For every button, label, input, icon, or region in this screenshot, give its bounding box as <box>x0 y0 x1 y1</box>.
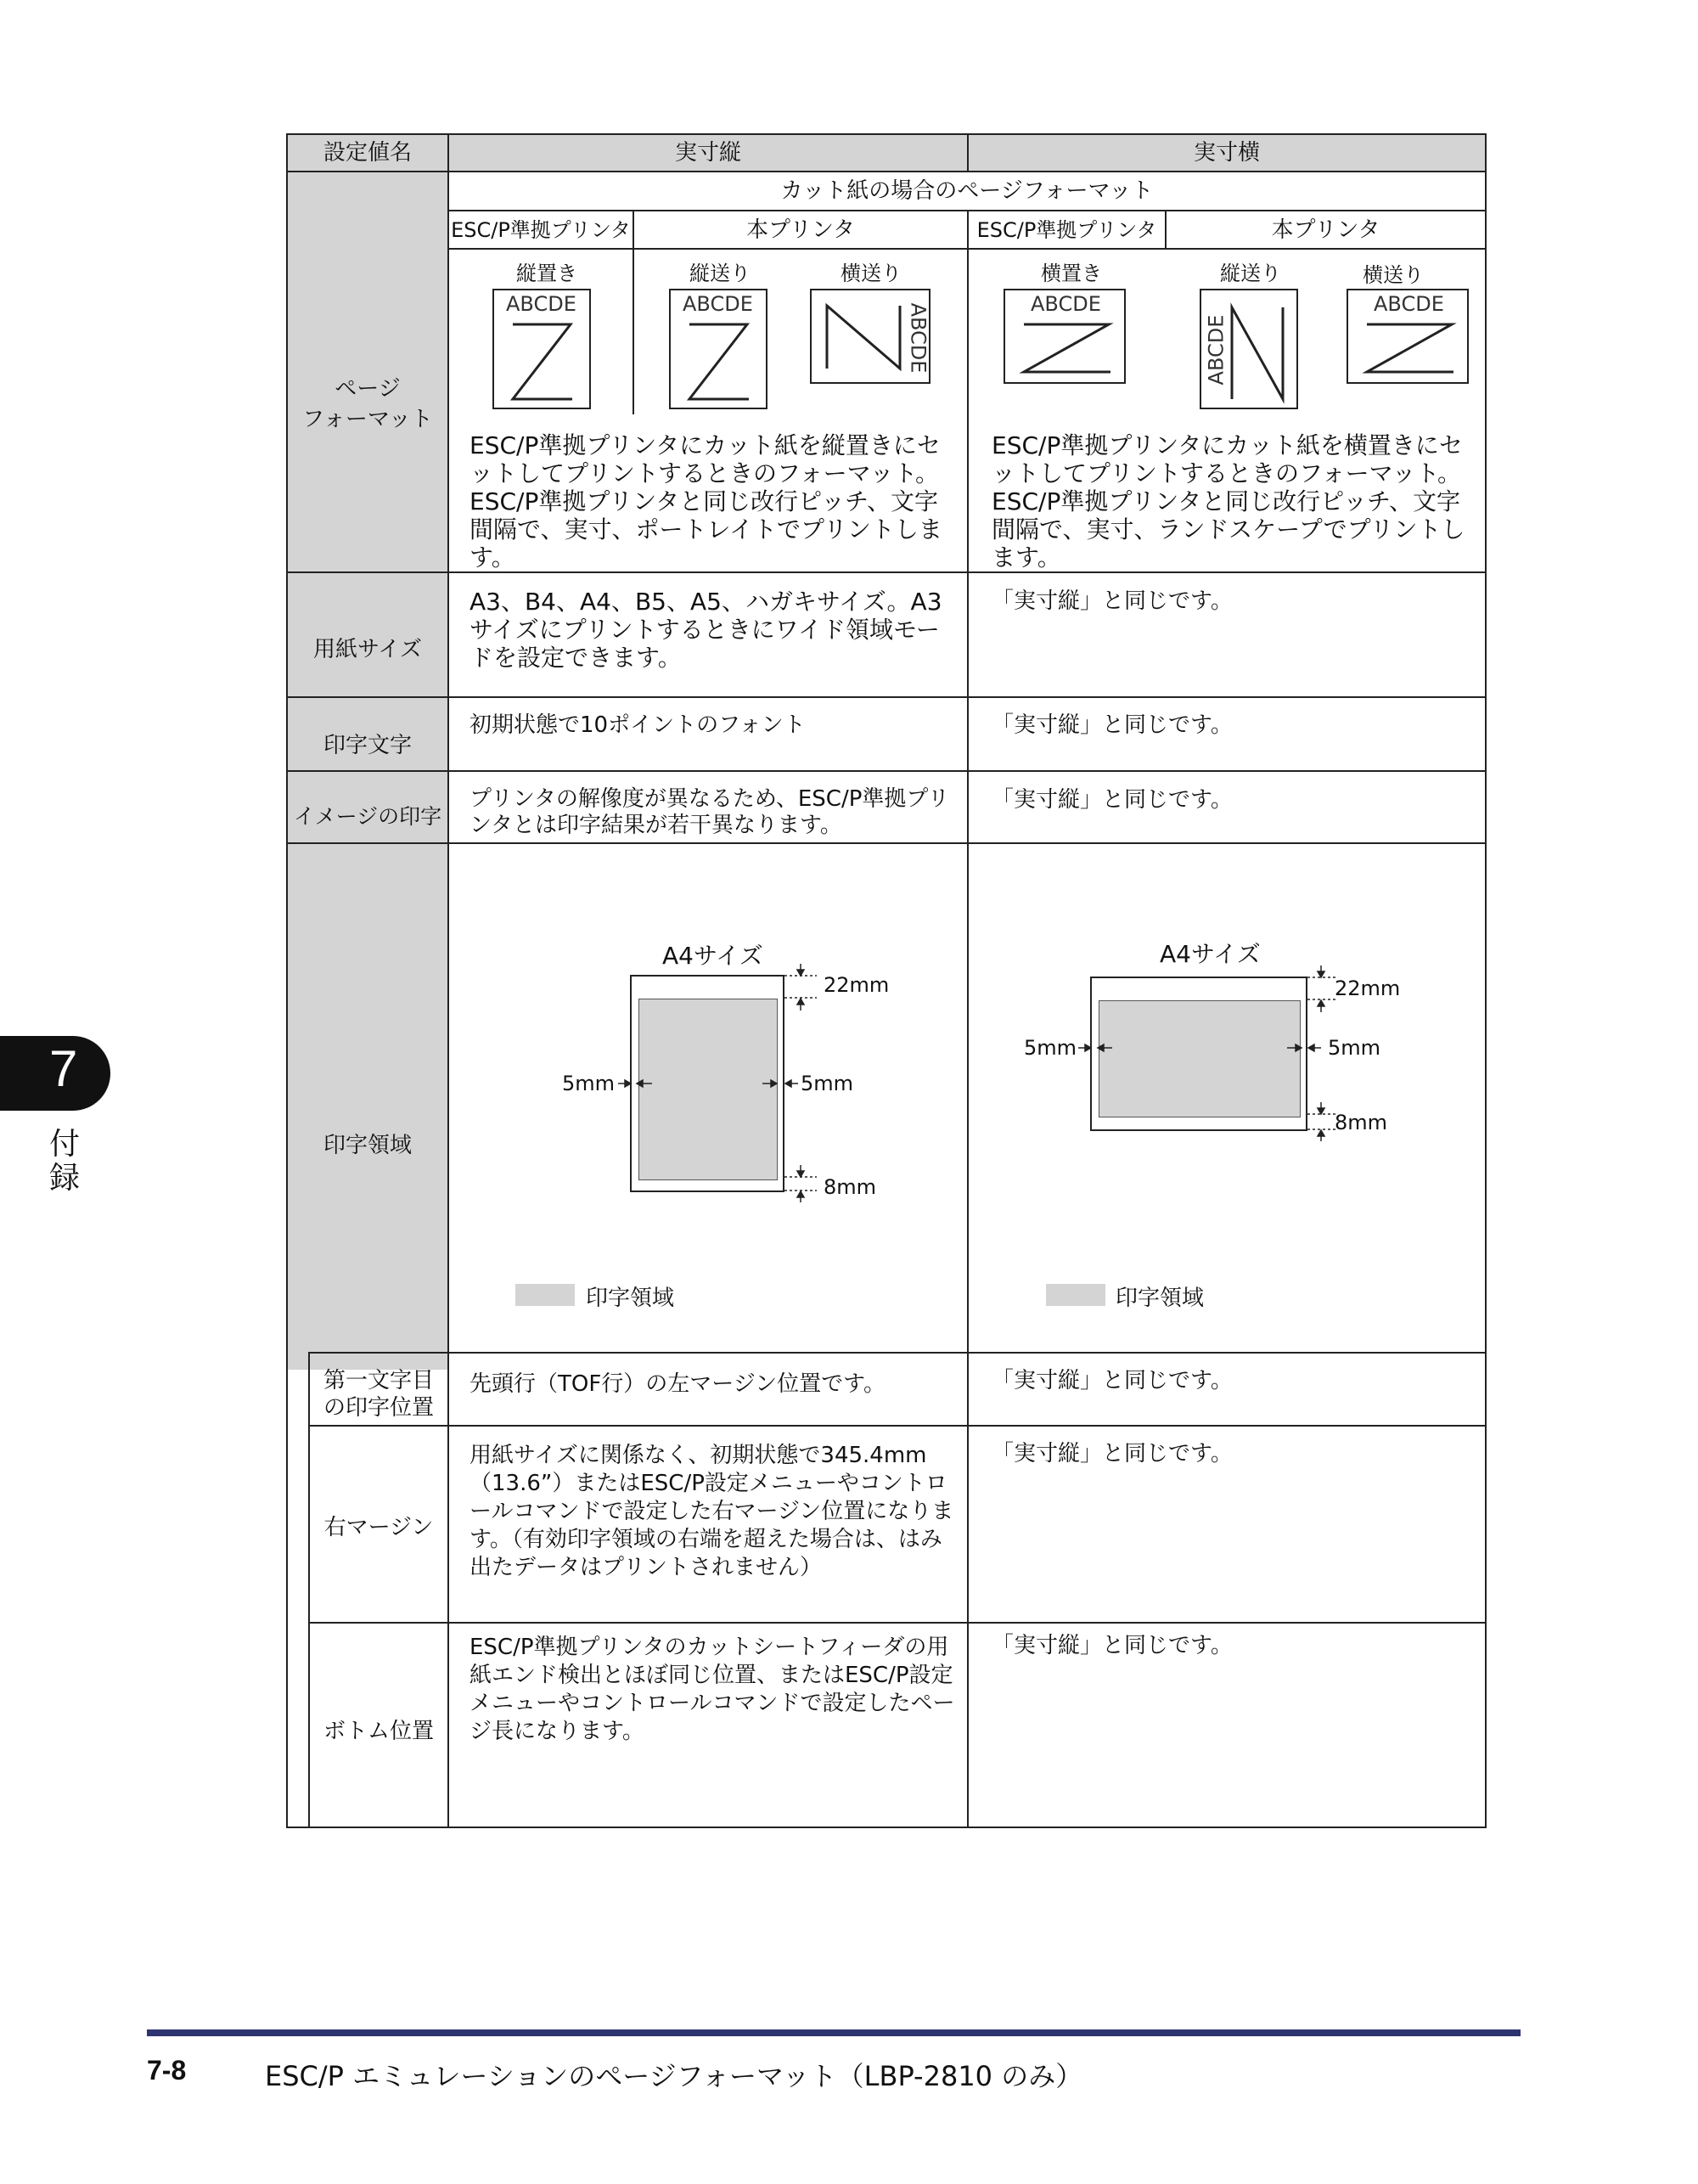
subheader-this-landscape: 本プリンタ <box>1271 217 1380 243</box>
label-portrait-esc: 縦置き <box>516 262 577 285</box>
portrait-right-margin: 5mm <box>801 1072 854 1095</box>
row-label-print-area: 印字領域 <box>323 1133 412 1158</box>
sheet-sample-text-rotated: ABCDE <box>906 302 931 374</box>
right-margin-portrait-text: 用紙サイズに関係なく、初期状態で345.4mm（13.6”）またはESC/P設定メニューやコントロールコマンドで設定した右マージン位置になります。（有効印字領域の右端を超えた場合は、はみ出たデータはプリントされません） <box>469 1443 954 1580</box>
footer-title: ESC/P エミュレーションのページフォーマット（LBP-2810 のみ） <box>265 2060 1083 2092</box>
image-print-portrait-text: プリンタの解像度が異なるため、ESC/P準拠プリンタとは印字結果が若干異なります。 <box>469 786 950 838</box>
row-label-bottom-pos: ボトム位置 <box>323 1719 434 1744</box>
image-print-landscape-text: 「実寸縦」と同じです。 <box>992 787 1233 813</box>
subheader-esc-landscape: ESC/P準拠プリンタ <box>976 218 1157 242</box>
print-char-landscape-text: 「実寸縦」と同じです。 <box>992 712 1233 738</box>
row-label-page-format: ページ フォーマット <box>302 376 433 432</box>
header-portrait: 実寸縦 <box>674 140 741 166</box>
row-label-first-char: 第一文字目 の印字位置 <box>323 1368 434 1421</box>
label-landscape-feed-h: 横送り <box>1363 263 1424 287</box>
label-portrait-feed-v: 縦送り <box>689 262 751 285</box>
landscape-bottom-margin: 8mm <box>1335 1111 1388 1134</box>
portrait-bottom-margin: 8mm <box>824 1175 877 1199</box>
right-margin-landscape-text: 「実寸縦」と同じです。 <box>992 1441 1233 1466</box>
portrait-top-margin: 22mm <box>824 973 890 997</box>
paper-size-portrait-text: A3、B4、A4、B5、A5、ハガキサイズ。A3サイズにプリントするときにワイド領域モードを設定できます。 <box>469 588 942 672</box>
cut-sheet-title: カット紙の場合のページフォーマット <box>780 178 1154 204</box>
row-label-image-print: イメージの印字 <box>293 804 442 829</box>
row-label-print-char: 印字文字 <box>323 733 412 758</box>
landscape-right-margin: 5mm <box>1328 1036 1381 1060</box>
first-char-portrait-text: 先頭行（TOF行）の左マージン位置です。 <box>469 1371 886 1397</box>
landscape-top-margin: 22mm <box>1335 977 1401 1000</box>
subheader-esc-portrait: ESC/P準拠プリンタ <box>451 218 631 242</box>
print-area-landscape-paper-label: A4サイズ <box>1160 940 1261 968</box>
sheet-sample-text-rotated: ABCDE <box>1204 314 1229 386</box>
label-portrait-feed-h: 横送り <box>841 262 902 285</box>
row-label-right-margin: 右マージン <box>323 1515 434 1540</box>
print-area-portrait-paper-label: A4サイズ <box>662 942 763 970</box>
footer-page-number: 7-8 <box>147 2055 187 2085</box>
header-landscape: 実寸横 <box>1193 140 1260 166</box>
sheet-sample-text: ABCDE <box>683 292 753 316</box>
header-setting-name: 設定値名 <box>323 140 412 166</box>
sheet-sample-text: ABCDE <box>506 292 576 316</box>
label-landscape-feed-v: 縦送り <box>1220 262 1281 285</box>
page-format-portrait-text: ESC/P準拠プリンタにカット紙を縦置きにセットしてプリントするときのフォーマット。ESC/P準拠プリンタと同じ改行ピッチ、文字間隔で、実寸、ポートレイトでプリントします。 <box>469 431 942 571</box>
subheader-this-portrait: 本プリンタ <box>746 217 855 243</box>
portrait-left-margin: 5mm <box>562 1072 616 1095</box>
landscape-legend-label: 印字領域 <box>1116 1286 1205 1311</box>
paper-size-landscape-text: 「実寸縦」と同じです。 <box>992 588 1233 614</box>
portrait-legend-label: 印字領域 <box>586 1286 675 1311</box>
first-char-landscape-text: 「実寸縦」と同じです。 <box>992 1368 1233 1393</box>
row-label-paper-size: 用紙サイズ <box>313 637 422 662</box>
print-char-portrait-text: 初期状態で10ポイントのフォント <box>469 712 806 738</box>
landscape-left-margin: 5mm <box>1024 1036 1077 1060</box>
sheet-sample-text: ABCDE <box>1374 292 1444 316</box>
bottom-pos-landscape-text: 「実寸縦」と同じです。 <box>992 1633 1233 1658</box>
landscape-legend-swatch <box>1046 1284 1105 1306</box>
bottom-pos-portrait-text: ESC/P準拠プリンタのカットシートフィーダの用紙エンド検出とほぼ同じ位置、またはESC/P設定メニューやコントロールコマンドで設定したページ長になります。 <box>469 1635 955 1744</box>
page-format-landscape-text: ESC/P準拠プリンタにカット紙を横置きにセットしてプリントするときのフォーマット。ESC/P準拠プリンタと同じ改行ピッチ、文字間隔で、実寸、ランドスケープでプリントします。 <box>992 431 1465 571</box>
label-landscape-esc: 横置き <box>1041 262 1102 285</box>
footer-rule <box>147 2029 1521 2036</box>
chapter-title: 付録 <box>49 1127 81 1196</box>
chapter-number: 7 <box>49 1040 78 1097</box>
sheet-sample-text: ABCDE <box>1031 292 1101 316</box>
